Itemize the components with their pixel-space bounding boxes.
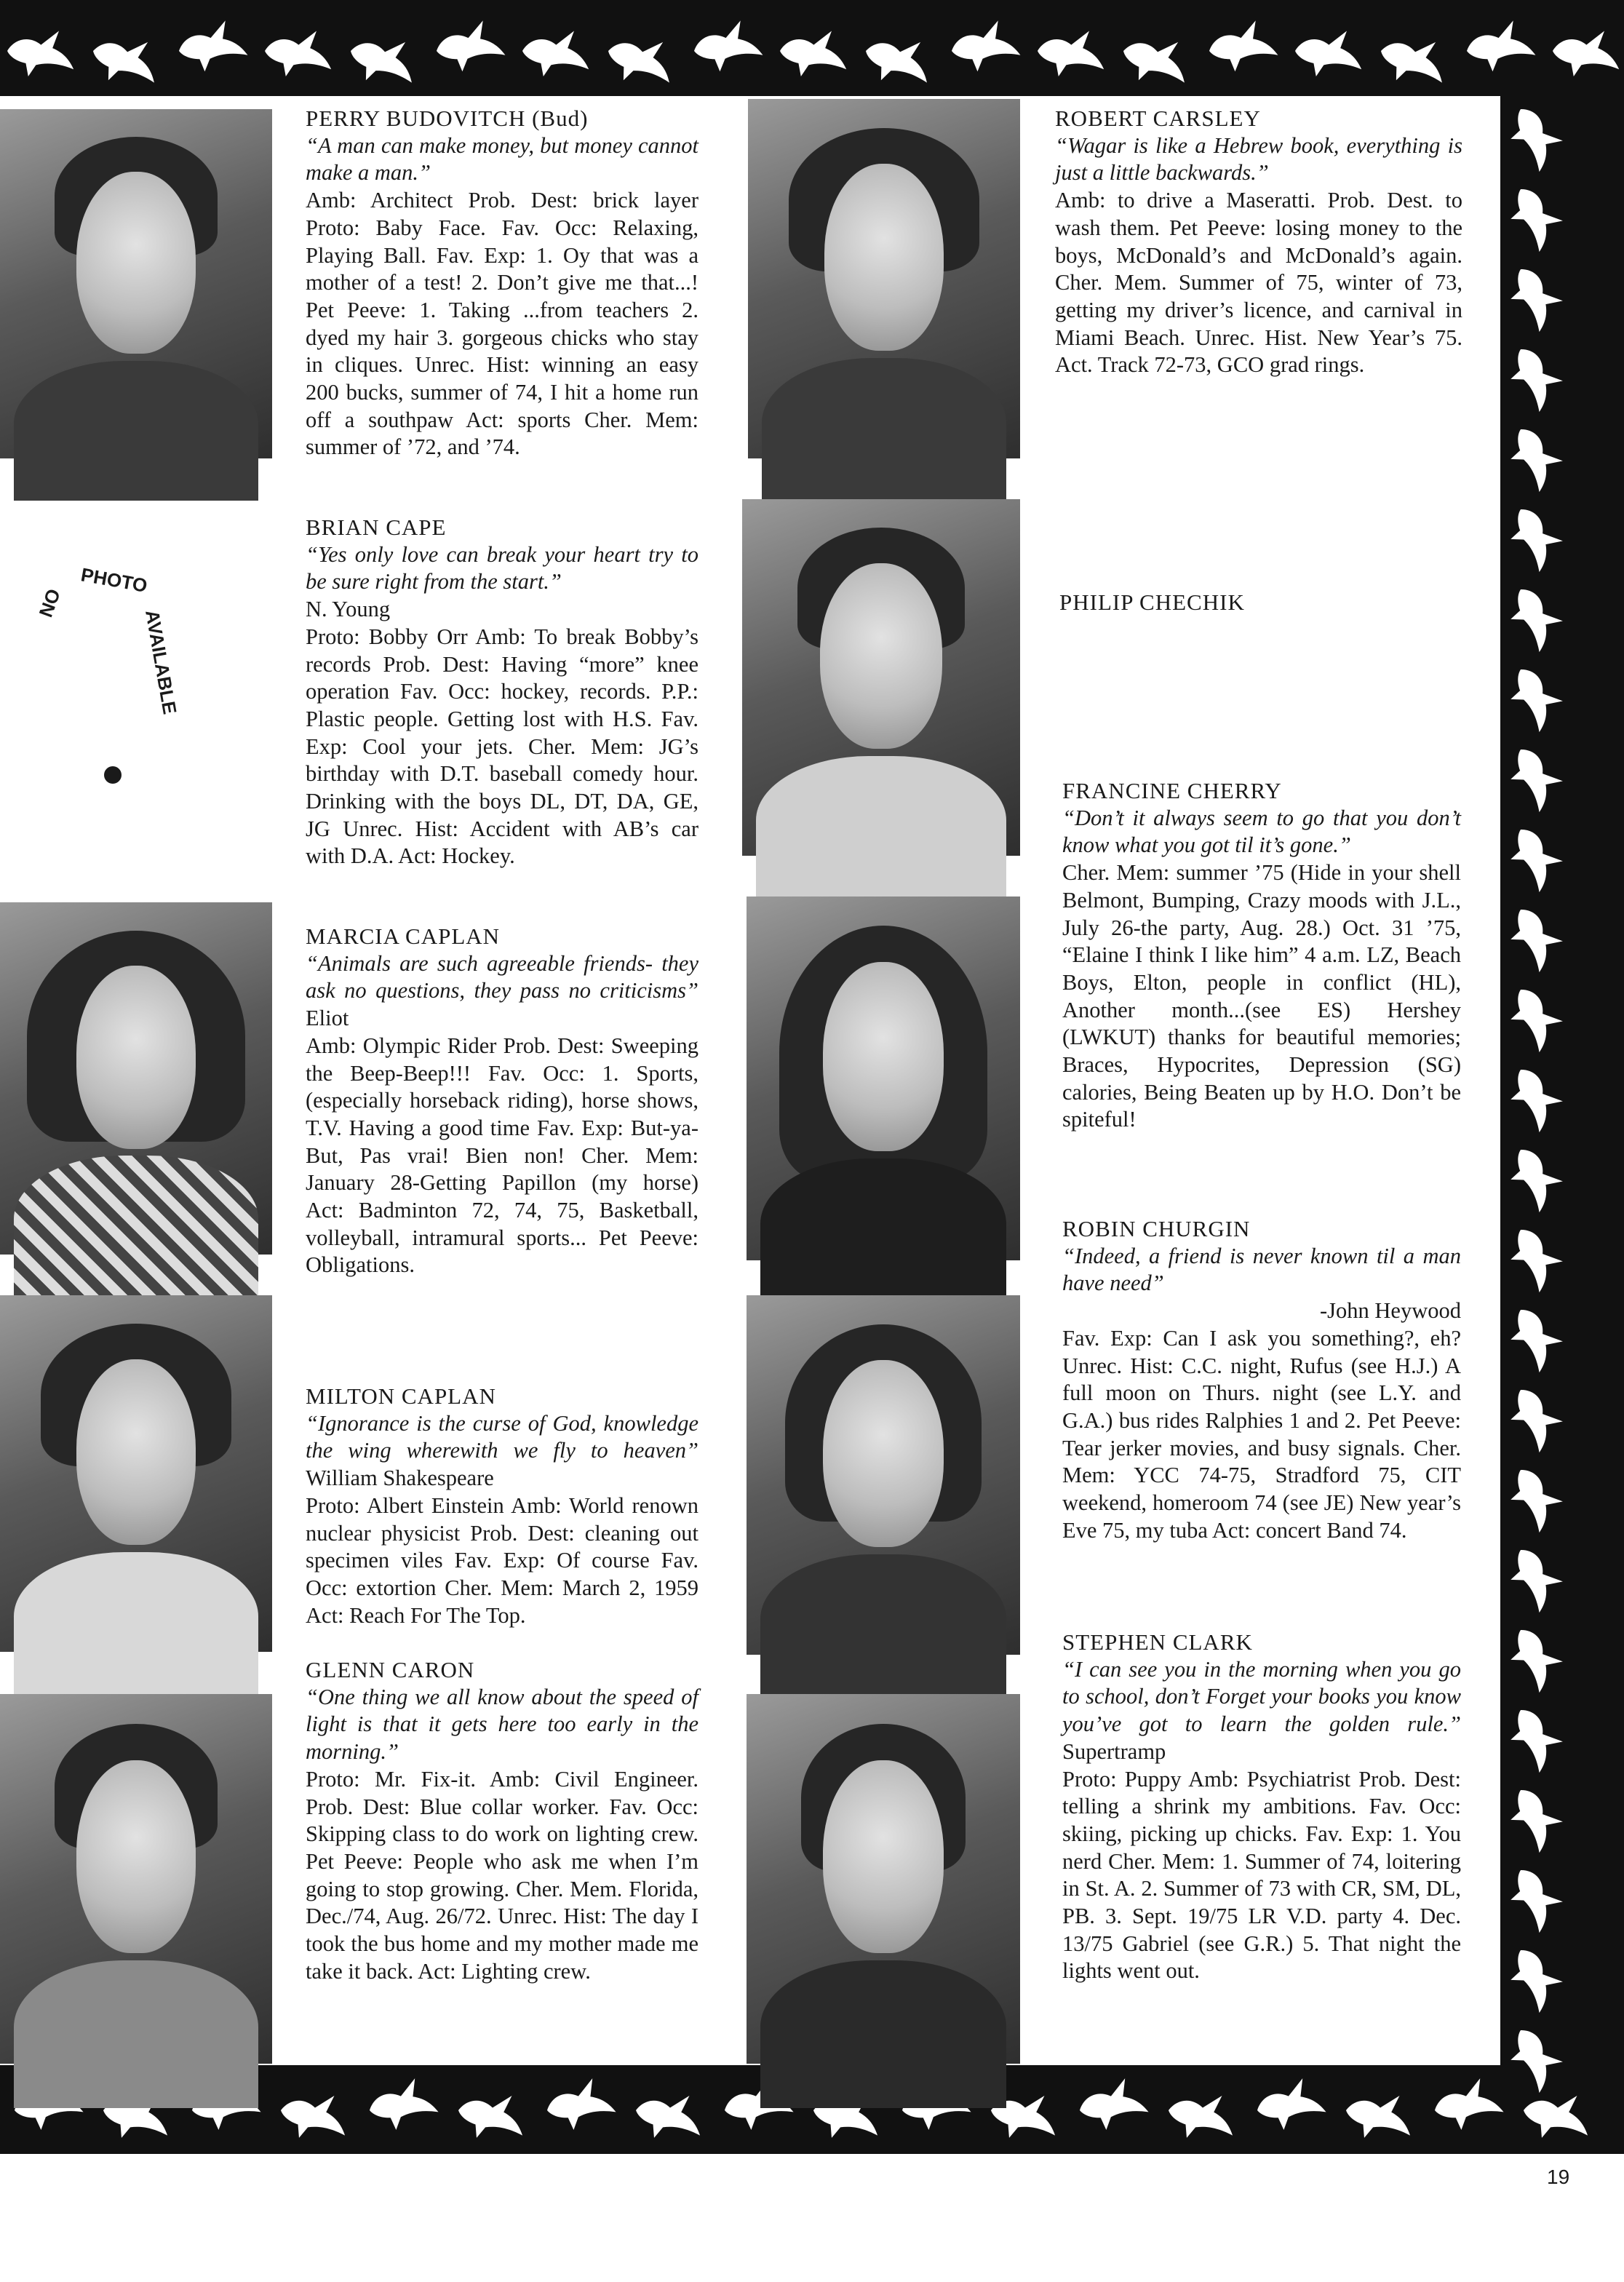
bird-silhouette bbox=[1520, 2088, 1593, 2144]
bird-silhouette bbox=[264, 29, 333, 78]
bird-silhouette bbox=[1463, 17, 1537, 75]
bird-silhouette bbox=[632, 2088, 705, 2144]
bird-silhouette bbox=[1500, 1380, 1570, 1457]
bird-silhouette bbox=[1500, 1140, 1570, 1217]
photo-robin-churgin bbox=[747, 1295, 1020, 1655]
bird-silhouette bbox=[1342, 2088, 1415, 2144]
quote-author: Supertramp bbox=[1062, 1738, 1166, 1764]
bird-silhouette bbox=[1500, 1060, 1570, 1137]
photo-glenn-caron bbox=[0, 1694, 272, 2064]
student-quote: “Animals are such agreeable friends- they ask no questions, they pass no criticisms” bbox=[306, 950, 698, 1003]
student-quote: “Ignorance is the curse of God, knowledge the wing wherewith we fly to heaven” bbox=[306, 1410, 698, 1463]
bird-silhouette bbox=[455, 2088, 528, 2144]
bird-silhouette bbox=[7, 29, 75, 78]
student-details: Proto: Puppy Amb: Psychiatrist Prob. Dest: telling a shrink my ambitions. Fav. Occ: skiing, picking up chicks. Fav. Exp: 1. You nerd Cher. Mem: 1. Summer of 74, loitering in St. A. 2. Summer of 73 with CR, SM, DL, PB. 3. Sept. 19/75 LR V.D. party 4. Dec. 13/75 Gabriel (see G.R.) 5. That night the lights went out. bbox=[1062, 1766, 1461, 1984]
student-name: ROBIN CHURGIN bbox=[1062, 1216, 1251, 1241]
photo-robert-carsley bbox=[748, 99, 1020, 458]
bird-silhouette bbox=[1500, 179, 1570, 256]
student-name: BRIAN CAPE bbox=[306, 514, 447, 540]
bird-silhouette bbox=[87, 30, 164, 91]
bird-silhouette bbox=[277, 2088, 350, 2144]
photo-marcia-caplan bbox=[0, 902, 272, 1255]
photo-francine-cherry bbox=[747, 896, 1020, 1260]
no-photo-text-b: PHOTO bbox=[79, 563, 149, 597]
student-name-philip-chechik: PHILIP CHECHIK bbox=[1059, 589, 1245, 615]
entry-brian-cape bbox=[306, 514, 698, 870]
student-details: Proto: Albert Einstein Amb: World renown nuclear physicist Prob. Dest: cleaning out specimen viles Fav. Exp: Of course Fav. Occ: extortion Cher. Mem: March 2, 1959 Act: Reach For The Top. bbox=[306, 1492, 698, 1628]
bird-silhouette bbox=[1500, 1780, 1570, 1857]
student-name: MILTON CAPLAN bbox=[306, 1383, 496, 1409]
bird-silhouette bbox=[345, 30, 421, 91]
bird-silhouette bbox=[1500, 259, 1570, 336]
bird-silhouette bbox=[1500, 1700, 1570, 1777]
bird-silhouette bbox=[602, 30, 679, 91]
quote-author: -John Heywood bbox=[1320, 1298, 1461, 1324]
bird-silhouette bbox=[860, 30, 936, 91]
student-quote: “One thing we all know about the speed of light is that it gets here too early in the morning.” bbox=[306, 1684, 698, 1765]
bird-silhouette bbox=[690, 17, 765, 75]
student-name: PERRY BUDOVITCH (Bud) bbox=[306, 106, 589, 131]
student-details: Amb: to drive a Maseratti. Prob. Dest. to wash them. Pet Peeve: losing money to the boys, McDonald’s and McDonald’s again. Cher. Mem. Summer of 75, winter of 73, getting my driver’s licence, and carnival in Miami Beach. Unrec. Hist. New Year’s 75. Act. Track 72-73, GCO grad rings. bbox=[1055, 188, 1462, 378]
bird-silhouette bbox=[1500, 739, 1570, 816]
student-name: ROBERT CARSLEY bbox=[1055, 106, 1261, 131]
entry-robin-churgin bbox=[1062, 1215, 1461, 1544]
entry-milton-caplan bbox=[306, 1383, 698, 1629]
student-name: STEPHEN CLARK bbox=[1062, 1629, 1253, 1655]
student-details: Proto: Bobby Orr Amb: To break Bobby’s records Prob. Dest: Having “more” knee operation Fav. Occ: hockey, records. P.P.: Plastic people. Getting lost with H.S. Fav. Exp: Cool your jets. Cher. Mem: JG’s birthday with D.T. baseball comedy hour. Drinking with the boys DL, DT, DA, GE, JG Unrec. Hist: Accident with AB’s car with D.A. Act: Hockey. bbox=[306, 624, 698, 869]
bird-silhouette bbox=[1500, 819, 1570, 896]
student-details: Cher. Mem: summer ’75 (Hide in your shell Belmont, Bumping, Crazy moods with J.L., July 26-the party, Aug. 28.) Oct. 31 ’75, “Elaine I think I like him” 4 a.m. LZ, Beach Boys, Elton, people in conflict (HL), Another month...(see ES) Hershey (LWKUT) thanks for beautiful memories; Braces, Hypocrites, Depression (SG) calories, Being Beaten up by H.O. Don’t be spiteful! bbox=[1062, 860, 1461, 1132]
bird-silhouette bbox=[1500, 1300, 1570, 1377]
no-photo-text-c: AVAILABLE bbox=[141, 608, 181, 716]
bird-silhouette bbox=[543, 2075, 618, 2135]
bird-silhouette bbox=[1500, 499, 1570, 576]
photo-milton-caplan bbox=[0, 1295, 272, 1652]
student-quote: “Indeed, a friend is never known til a man have need” bbox=[1062, 1243, 1461, 1296]
bird-silhouette bbox=[1500, 1940, 1570, 2017]
entry-marcia-caplan bbox=[306, 923, 698, 1279]
no-photo-available-badge bbox=[34, 560, 181, 800]
bird-silhouette bbox=[1430, 2075, 1505, 2135]
bird-silhouette bbox=[1253, 2075, 1328, 2135]
bird-silhouette bbox=[779, 29, 848, 78]
photo-stephen-clark bbox=[747, 1694, 1020, 2064]
entry-perry-budovitch bbox=[306, 105, 698, 461]
page-number: 19 bbox=[1547, 2166, 1570, 2188]
bird-silhouette bbox=[1500, 1460, 1570, 1537]
bird-silhouette bbox=[1500, 979, 1570, 1057]
entry-glenn-caron bbox=[306, 1656, 698, 1985]
student-quote: “Wagar is like a Hebrew book, everything is just a little backwards.” bbox=[1055, 132, 1462, 186]
bird-silhouette bbox=[1500, 899, 1570, 977]
quote-author: William Shakespeare bbox=[306, 1466, 494, 1491]
bird-silhouette bbox=[522, 29, 590, 78]
bird-silhouette bbox=[948, 17, 1022, 75]
entry-robert-carsley bbox=[1055, 105, 1462, 379]
bird-silhouette bbox=[433, 17, 507, 75]
bird-silhouette bbox=[1552, 29, 1620, 78]
student-quote: “I can see you in the morning when you go to school, don’t Forget your books you know you’ve got to learn the golden rule.” bbox=[1062, 1656, 1461, 1737]
student-name: MARCIA CAPLAN bbox=[306, 923, 501, 949]
student-details: Fav. Exp: Can I ask you something?, eh? Unrec. Hist: C.C. night, Rufus (see H.J.) A full moon on Thurs. night (see L.Y. and G.A.) bus rides Ralphies 1 and 2. Pet Peeve: Tear jerker movies, and busy signals. Cher. Mem: YCC 74-75, Stradford 75, CIT weekend, homeroom 74 (see JE) New year’s Eve 75, my tuba Act: concert Band 74. bbox=[1062, 1325, 1461, 1543]
student-name: FRANCINE CHERRY bbox=[1062, 778, 1282, 803]
student-details: Proto: Mr. Fix-it. Amb: Civil Engineer. Prob. Dest: Blue collar worker. Fav. Occ: Skipping class to do work on lighting crew. Pet Peeve: People who ask me when I’m going to stop growing. Cher. Mem. Florida, Dec./74, Aug. 26/72. Unrec. Hist: The day I took the bus home and my mother made me take it back. Act: Lighting crew. bbox=[306, 1766, 698, 1984]
bird-silhouette bbox=[1500, 99, 1570, 176]
student-name: GLENN CARON bbox=[306, 1657, 475, 1682]
bird-silhouette bbox=[175, 17, 250, 75]
bird-silhouette bbox=[1206, 17, 1280, 75]
bird-silhouette bbox=[1037, 29, 1105, 78]
bird-silhouette bbox=[1500, 419, 1570, 496]
bird-silhouette bbox=[1294, 29, 1363, 78]
student-quote: “A man can make money, but money cannot make a man.” bbox=[306, 132, 698, 186]
entry-francine-cherry bbox=[1062, 777, 1461, 1134]
bird-silhouette bbox=[1500, 2020, 1570, 2097]
bird-silhouette bbox=[1500, 1620, 1570, 1697]
bird-silhouette bbox=[1500, 659, 1570, 736]
entry-stephen-clark bbox=[1062, 1629, 1461, 1985]
quote-author: N. Young bbox=[306, 597, 391, 622]
bird-silhouette bbox=[1500, 579, 1570, 656]
bird-silhouette bbox=[1375, 30, 1452, 91]
no-photo-text-a: NO bbox=[34, 586, 65, 621]
bird-silhouette bbox=[1500, 1220, 1570, 1297]
student-details: Amb: Architect Prob. Dest: brick layer Proto: Baby Face. Fav. Occ: Relaxing, Playing Ball. Fav. Exp: 1. Oy that was a mother of a test! 2. Don’t give me that...! Pet Peeve: 1. Taking ...from teachers 2. dyed my hair 3. gorgeous chicks who stay in cliques. Unrec. Hist: winning an easy 200 bucks, summer of 74, I hit a home run off a southpaw Act: sports Cher. Mem: summer of ’72, and ’74. bbox=[306, 188, 698, 460]
quote-author: Eliot bbox=[306, 1006, 349, 1031]
photo-perry-budovitch bbox=[0, 109, 272, 458]
bird-silhouette bbox=[365, 2075, 440, 2135]
photo-philip-chechik bbox=[742, 499, 1020, 856]
bird-silhouette bbox=[1500, 339, 1570, 416]
bird-silhouette bbox=[1075, 2075, 1150, 2135]
bird-silhouette bbox=[1118, 30, 1194, 91]
bird-silhouette bbox=[1165, 2088, 1238, 2144]
bird-silhouette bbox=[1500, 1540, 1570, 1617]
student-quote: “Don’t it always seem to go that you don’t know what you got til it’s gone.” bbox=[1062, 805, 1461, 858]
bird-silhouette bbox=[1500, 1860, 1570, 1937]
student-details: Amb: Olympic Rider Prob. Dest: Sweeping the Beep-Beep!!! Fav. Occ: 1. Sports, (especially horseback riding), horse shows, T.V. Having a good time Fav. Exp: But-ya-But, Pas vrai! Bien non! Cher. Mem: January 28-Getting Papillon (my horse) Act: Badminton 72, 74, 75, Basketball, volleyball, intramural sports... Pet Peeve: Obligations. bbox=[306, 1033, 698, 1278]
student-quote: “Yes only love can break your heart try to be sure right from the start.” bbox=[306, 541, 698, 595]
